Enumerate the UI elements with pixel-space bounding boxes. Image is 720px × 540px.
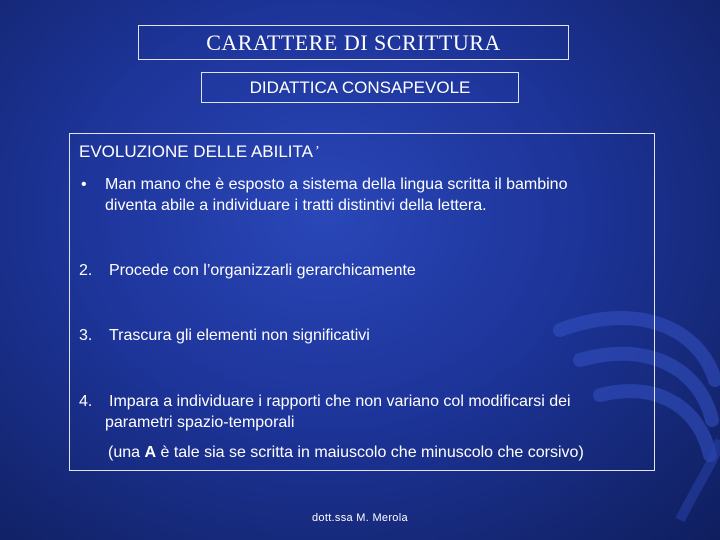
list-item-line: diventa abile a individuare i tratti distintivi della lettera. [105,197,487,214]
example-note-emphasis: A [144,444,157,461]
list-item-line: parametri spazio-temporali [105,414,295,431]
example-note-after: è tale sia se scritta in maiuscolo che minuscolo che corsivo) [156,444,584,461]
section-heading-apostrophe: ’ [315,144,320,159]
bullet-marker: • [81,176,87,193]
list-item-number: 4. [79,393,93,410]
example-note [108,444,584,462]
slide-subtitle-text: DIDATTICA CONSAPEVOLE [249,77,471,97]
footer-author-text: dott.ssa M. Merola [312,512,408,524]
slide-title-text: CARATTERE DI SCRITTURA [206,29,501,55]
list-item-number: 3. [79,327,93,344]
content-panel [69,133,655,471]
section-heading [79,142,320,162]
list-item-line: Trascura gli elementi non significativi [109,327,370,344]
list-item-number: 2. [79,262,93,279]
list-item-line: Man mano che è esposto a sistema della lingua scritta il bambino [105,176,568,193]
footer-author [312,512,408,524]
slide-title [138,25,569,60]
section-heading-text: EVOLUZIONE DELLE ABILITA [79,142,313,161]
slide-subtitle [201,72,519,103]
example-note-before: (una [108,444,145,461]
list-item-line: Impara a individuare i rapporti che non variano col modificarsi dei [109,393,571,410]
list-item-line: Procede con l’organizzarli gerarchicamente [109,262,416,279]
